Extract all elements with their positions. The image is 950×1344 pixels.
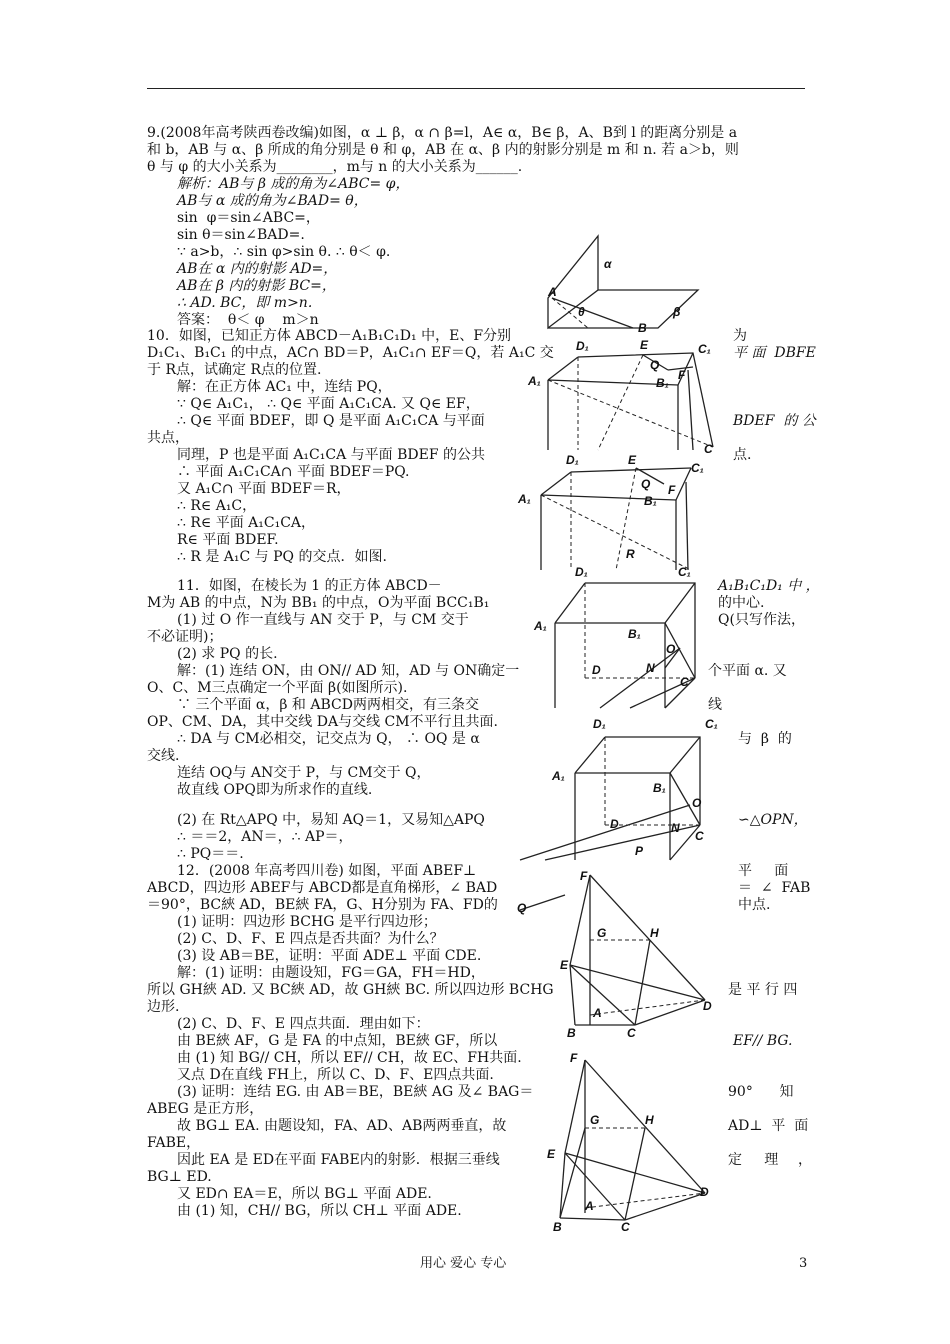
label-A: A — [585, 1199, 594, 1213]
label-C: C — [704, 442, 713, 456]
label-B1: B₁ — [644, 494, 657, 508]
label-Q: Q — [650, 358, 660, 372]
text-line: sin φ＝sin∠ABC=， — [177, 210, 320, 226]
label-C: C — [621, 1220, 630, 1234]
label-E: E — [560, 958, 569, 972]
label-C1: C₁ — [678, 565, 691, 579]
text-line: M为 AB 的中点，N为 BB₁ 的中点，O为平面 BCC₁B₁ — [147, 595, 490, 611]
label-Q: Q — [517, 901, 527, 915]
text-line: 9.(2008年高考陕西卷改编)如图，α ⊥ β，α ∩ β=l，A∈ α，B∈ β，A、B到 l 的距离分别是 a — [147, 125, 738, 141]
text-line: 由 (1) 知，CH// BG，所以 CH⊥ 平面 ADE. — [177, 1203, 462, 1219]
right-fragment: 中点. — [738, 897, 771, 913]
text-line: R∈ 平面 BDEF. — [177, 532, 279, 548]
label-B1: B₁ — [653, 781, 666, 795]
label-H: H — [650, 926, 659, 940]
text-line: ＝90°，BC綊 AD，BE綊 FA，G、H分别为 FA、FD的 — [147, 897, 498, 913]
text-line: 同理，P 也是平面 A₁C₁CA 与平面 BDEF 的公共 — [177, 447, 485, 463]
right-fragment: 为 — [733, 328, 747, 344]
text-line: (2) C、D、F、E 四点共面．理由如下： — [177, 1016, 430, 1032]
label-D1: D₁ — [576, 339, 589, 353]
label-B: B — [553, 1220, 562, 1234]
text-line: 又 ED∩ EA＝E，所以 BG⊥ 平面 ADE. — [177, 1186, 432, 1202]
footer-text: 用心 爱心 专心 — [420, 1256, 507, 1271]
text-line: D₁C₁、B₁C₁ 的中点，AC∩ BD＝P，A₁C₁∩ EF＝Q，若 A₁C 交 — [147, 345, 554, 361]
right-fragment: ， — [798, 1152, 812, 1168]
text-line: FABE， — [147, 1135, 201, 1151]
label-A1: A₁ — [552, 769, 565, 783]
label-D: D — [703, 999, 712, 1013]
text-line: AB与 α 成的角为∠BAD= θ， — [177, 193, 368, 209]
right-fragment: 线 — [708, 697, 722, 713]
text-line: ∴ PQ＝＝. — [177, 846, 244, 862]
label-A1: A₁ — [534, 619, 547, 633]
right-fragment: 平 面 — [738, 863, 789, 879]
label-C: C — [695, 829, 704, 843]
label-G: G — [597, 926, 607, 940]
right-fragment: ＝ ∠ FAB — [738, 880, 811, 896]
label-E: E — [640, 338, 649, 352]
text-line: ∵ a>b，∴ sin φ>sin θ. ∴ θ＜ φ. — [177, 244, 391, 260]
text-line: BG⊥ ED. — [147, 1169, 212, 1185]
label-D1: D₁ — [575, 565, 588, 579]
label-C1: C₁ — [705, 717, 718, 731]
label-theta: θ — [578, 305, 585, 319]
label-P: P — [635, 844, 644, 858]
text-line: ∴ 平面 A₁C₁CA∩ 平面 BDEF＝PQ. — [177, 464, 410, 480]
figure-cube-2 — [516, 450, 716, 570]
label-N: N — [671, 821, 680, 835]
right-fragment: ∽△OPN， — [738, 812, 808, 828]
text-line: (2) C、D、F、E 四点是否共面？为什么？ — [177, 931, 444, 947]
text-line: AB在 α 内的射影 AD=， — [177, 261, 338, 277]
text-line: (3) 设 AB＝BE，证明：平面 ADE⊥ 平面 CDE. — [177, 948, 482, 964]
label-B: B — [567, 1026, 576, 1040]
label-O: O — [692, 796, 702, 810]
right-fragment: 个平面 α. 又 — [708, 663, 787, 679]
text-line: (2) 在 Rt△APQ 中，易知 AQ＝1，又易知△APQ — [177, 812, 485, 828]
right-fragment: A₁B₁C₁D₁ 中 ， — [718, 578, 820, 594]
page-number: 3 — [799, 1256, 808, 1271]
label-A1: A₁ — [518, 492, 531, 506]
label-Q: Q — [641, 477, 651, 491]
label-E: E — [628, 453, 637, 467]
text-line: 交线. — [147, 748, 180, 764]
text-line: ABCD，四边形 ABEF与 ABCD都是直角梯形，∠ BAD — [147, 880, 498, 896]
label-A1: A₁ — [528, 374, 541, 388]
right-fragment: AD⊥ 平 面 — [728, 1118, 809, 1134]
label-F: F — [570, 1051, 578, 1065]
label-E: E — [547, 1147, 556, 1161]
right-fragment: 90° 知 — [728, 1084, 794, 1100]
text-line: 解：(1) 证明：由题设知，FG＝GA，FH＝HD， — [177, 965, 485, 981]
text-line: 答案： θ＜ φ m＞n — [177, 312, 319, 328]
figure-cube-3 — [530, 565, 720, 708]
right-fragment: 是 平 行 四 — [728, 982, 798, 998]
label-R: R — [626, 547, 635, 561]
text-line: ∴ Q∈ 平面 BDEF，即 Q 是平面 A₁C₁CA 与平面 — [177, 413, 485, 429]
text-line: (1) 过 O 作一直线与 AN 交于 P，与 CM 交于 — [177, 612, 469, 628]
text-line: ∴ R∈ A₁C， — [177, 498, 257, 514]
text-line: sin θ＝sin∠BAD=. — [177, 227, 305, 243]
text-line: 于 R点，试确定 R点的位置. — [147, 362, 322, 378]
right-fragment: EF// BG. — [733, 1033, 793, 1049]
header-rule — [147, 88, 805, 89]
label-C: C — [627, 1026, 636, 1040]
text-line: ∵ 三个平面 α，β 和 ABCD两两相交，有三条交 — [177, 697, 479, 713]
label-F: F — [678, 368, 686, 382]
label-alpha: α — [604, 257, 612, 271]
right-fragment: 定 理 — [728, 1152, 779, 1168]
text-line: 连结 OQ与 AN交于 P，与 CM交于 Q， — [177, 765, 431, 781]
label-A: A — [593, 1006, 602, 1020]
label-F: F — [668, 483, 676, 497]
text-line: 故直线 OPQ即为所求作的直线. — [177, 782, 373, 798]
text-line: 解析：AB与 β 成的角为∠ABC= φ， — [177, 176, 410, 192]
label-C: C — [680, 675, 689, 689]
text-line: (3) 证明：连结 EG. 由 AB＝BE，BE綊 AG 及∠ BAG＝ — [177, 1084, 534, 1100]
label-A: A — [548, 285, 557, 299]
text-line: 共点， — [147, 430, 189, 446]
text-line: 12．(2008 年高考四川卷) 如图，平面 ABEF⊥ — [177, 863, 477, 879]
label-D1: D₁ — [566, 453, 579, 467]
text-line: ∴ AD. BC，即 m>n. — [177, 295, 313, 311]
figure-cube-1 — [528, 335, 718, 456]
text-line: O、C、M三点确定一个平面 β(如图所示). — [147, 680, 408, 696]
text-line: 不必证明)； — [147, 629, 223, 645]
figure-pyramid-2 — [545, 1048, 720, 1233]
text-line: 因此 EA 是 ED在平面 FABE内的射影．根据三垂线 — [177, 1152, 500, 1168]
text-line: 又点 D在直线 FH上，所以 C、D、F、E四点共面. — [177, 1067, 494, 1083]
text-line: 和 b，AB 与 α、β 所成的角分别是 θ 和 φ，AB 在 α、β 内的射影分别是 m 和 n. 若 a＞b，则 — [147, 142, 739, 158]
figure-pyramid-1 — [515, 865, 715, 1040]
text-line: 解：(1) 连结 ON，由 ON// AD 知，AD 与 ON确定一 — [177, 663, 520, 679]
right-fragment: 点. — [733, 447, 752, 463]
text-line: 10．如图，已知正方体 ABCD－A₁B₁C₁D₁ 中，E、F分别 — [147, 328, 512, 344]
text-line: ∴ R∈ 平面 A₁C₁CA， — [177, 515, 316, 531]
right-fragment: Q(只写作法， — [718, 612, 805, 628]
label-H: H — [645, 1113, 654, 1127]
figure-cube-4 — [515, 710, 725, 860]
label-D: D — [592, 663, 601, 677]
label-D: D — [700, 1185, 709, 1199]
label-D1: D₁ — [593, 717, 606, 731]
text-line: (1) 证明：四边形 BCHG 是平行四边形； — [177, 914, 437, 930]
text-line: ∵ Q∈ A₁C₁， ∴ Q∈ 平面 A₁C₁CA. 又 Q∈ EF， — [177, 396, 480, 412]
text-line: 所以 GH綊 AD. 又 BC綊 AD，故 GH綊 BC. 所以四边形 BCHG — [147, 982, 554, 998]
text-line: 由 BE綊 AF，G 是 FA 的中点知，BE綊 GF，所以 — [177, 1033, 498, 1049]
label-beta: β — [673, 305, 681, 319]
text-line: 故 BG⊥ EA. 由题设知，FA、AD、AB两两垂直，故 — [177, 1118, 507, 1134]
text-line: θ 与 φ 的大小关系为________，m与 n 的大小关系为______. — [147, 159, 523, 175]
text-line: ABEG 是正方形， — [147, 1101, 264, 1117]
right-fragment: 的中心. — [718, 595, 765, 611]
right-fragment: BDEF 的 公 — [733, 413, 816, 429]
text-line: 由 (1) 知 BG// CH，所以 EF// CH，故 EC、FH共面. — [177, 1050, 522, 1066]
figure-planes — [538, 228, 708, 333]
label-C1: C₁ — [691, 461, 704, 475]
text-line: 边形. — [147, 999, 180, 1015]
label-B1: B₁ — [656, 376, 669, 390]
right-fragment: 与 β 的 — [738, 731, 792, 747]
text-line: (2) 求 PQ 的长. — [177, 646, 278, 662]
text-line: 又 A₁C∩ 平面 BDEF＝R， — [177, 481, 351, 497]
label-B: B — [638, 321, 647, 335]
label-B1: B₁ — [628, 627, 641, 641]
label-C1: C₁ — [698, 342, 711, 356]
label-G: G — [590, 1113, 600, 1127]
label-N: N — [646, 661, 655, 675]
text-line: OP、CM、DA，其中交线 DA与交线 CM不平行且共面. — [147, 714, 499, 730]
text-line: AB在 β 内的射影 BC=， — [177, 278, 336, 294]
label-O: O — [666, 642, 676, 656]
text-line: ∴ R 是 A₁C 与 PQ 的交点．如图. — [177, 549, 387, 565]
text-line: 解：在正方体 AC₁ 中，连结 PQ， — [177, 379, 392, 395]
label-F: F — [580, 869, 588, 883]
text-line: ∴ ＝＝2，AN＝，∴ AP＝， — [177, 829, 353, 845]
label-D: D — [610, 817, 619, 831]
right-fragment: 平 面 DBFE — [733, 345, 816, 361]
text-line: 11．如图，在棱长为 1 的正方体 ABCD－ — [177, 578, 442, 594]
text-line: ∴ DA 与 CM必相交，记交点为 Q， ∴ OQ 是 α — [177, 731, 480, 747]
